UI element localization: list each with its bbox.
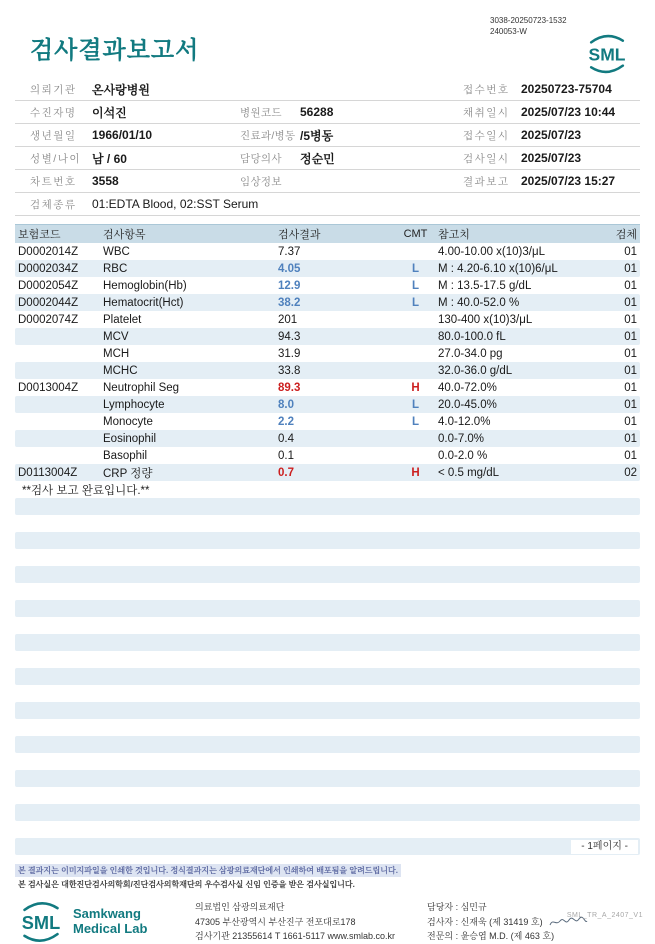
field-value: 2025/07/23 xyxy=(521,151,582,165)
cmt-flag: L xyxy=(411,279,420,292)
test-name: Hemoglobin(Hb) xyxy=(103,279,187,292)
org-contact: 검사기관 21355614 T 1661-5117 www.smlab.co.kr xyxy=(195,931,396,942)
svg-text:SML: SML xyxy=(588,44,626,65)
cmt-flag: L xyxy=(411,262,420,275)
result-row xyxy=(15,328,640,345)
insurance-code: D0002044Z xyxy=(18,296,79,309)
test-name: RBC xyxy=(103,262,128,275)
field-value: 1966/01/10 xyxy=(92,128,153,142)
empty-row xyxy=(15,583,640,600)
reference-range: M : 13.5-17.5 g/dL xyxy=(438,279,532,292)
cmt-flag: L xyxy=(411,398,420,411)
result-row xyxy=(15,243,640,260)
result-row xyxy=(15,345,640,362)
specimen-number: 01 xyxy=(624,381,637,394)
empty-row xyxy=(15,736,640,753)
page-title: 검사결과보고서 xyxy=(30,37,200,64)
empty-row xyxy=(15,668,640,685)
test-result-value: 0.7 xyxy=(278,466,294,479)
reference-range: 32.0-36.0 g/dL xyxy=(438,364,513,377)
reference-range: 80.0-100.0 fL xyxy=(438,330,506,343)
specimen-number: 01 xyxy=(624,296,637,309)
field-label: 검체종류 xyxy=(30,198,77,211)
test-name: WBC xyxy=(103,245,130,258)
empty-row xyxy=(15,651,640,668)
specimen-number: 01 xyxy=(624,330,637,343)
empty-row xyxy=(15,838,640,855)
specimen-number: 01 xyxy=(624,347,637,360)
field-value: 01:EDTA Blood, 02:SST Serum xyxy=(92,197,259,211)
patient-info-table xyxy=(15,78,640,216)
staff-physician: 전문의 : 윤승엽 M.D. (제 463 호) xyxy=(427,931,555,942)
specimen-number: 01 xyxy=(624,449,637,462)
field-label: 수진자명 xyxy=(30,106,77,119)
document-number-line2: 240053-W xyxy=(490,26,527,36)
reference-range: 4.0-12.0% xyxy=(438,415,491,428)
column-header-test-name: 검사항목 xyxy=(103,229,146,241)
test-result-value: 0.1 xyxy=(278,449,294,462)
cmt-flag: H xyxy=(411,381,420,394)
specimen-number: 01 xyxy=(624,262,637,275)
test-result-value: 33.8 xyxy=(278,364,301,377)
specimen-number: 01 xyxy=(624,364,637,377)
specimen-number: 01 xyxy=(624,398,637,411)
empty-row xyxy=(15,617,640,634)
test-result-value: 94.3 xyxy=(278,330,301,343)
empty-row xyxy=(15,549,640,566)
empty-row xyxy=(15,804,640,821)
result-row xyxy=(15,413,640,430)
field-value: 56288 xyxy=(300,105,334,119)
field-value: 2025/07/23 xyxy=(521,128,582,142)
cmt-flag: L xyxy=(411,415,420,428)
result-row xyxy=(15,447,640,464)
document-number xyxy=(490,16,567,38)
field-label: 진료과/병동 xyxy=(240,129,296,142)
column-header-code: 보험코드 xyxy=(18,229,61,241)
column-header-reference: 참고치 xyxy=(438,229,470,241)
field-label: 접수번호 xyxy=(463,83,510,96)
reference-range: 20.0-45.0% xyxy=(438,398,497,411)
cmt-flag: L xyxy=(411,296,420,309)
field-value: /5병동 xyxy=(300,128,334,143)
result-row xyxy=(15,430,640,447)
result-row xyxy=(15,362,640,379)
test-name: Eosinophil xyxy=(103,432,157,445)
result-row xyxy=(15,311,640,328)
reference-range: 4.00-10.00 x(10)3/μL xyxy=(438,245,545,258)
info-row-sex-age xyxy=(15,147,640,170)
field-label: 성별/나이 xyxy=(30,152,81,165)
field-label: 차트번호 xyxy=(30,175,77,188)
empty-row xyxy=(15,702,640,719)
empty-row xyxy=(15,532,640,549)
column-header-cmt: CMT xyxy=(403,228,428,240)
empty-row xyxy=(15,498,640,515)
result-row xyxy=(15,379,640,396)
reference-range: M : 4.20-6.10 x(10)6/μL xyxy=(438,262,558,275)
reference-range: 0.0-2.0 % xyxy=(438,449,488,462)
empty-row xyxy=(15,634,640,651)
org-address: 47305 부산광역시 부산진구 전포대로178 xyxy=(195,916,356,927)
test-name: Hematocrit(Hct) xyxy=(103,296,184,309)
field-label: 병원코드 xyxy=(240,106,282,119)
specimen-number: 01 xyxy=(624,245,637,258)
test-result-value: 31.9 xyxy=(278,347,301,360)
reference-range: 40.0-72.0% xyxy=(438,381,497,394)
brand-name-line2: Medical Lab xyxy=(73,921,148,936)
notice-accreditation: 본 검사실은 대한진단검사의학회/진단검사의학재단의 우수검사실 신임 인증을 받은 검사실입니다. xyxy=(18,880,355,889)
reference-range: 0.0-7.0% xyxy=(438,432,485,445)
test-result-value: 38.2 xyxy=(278,296,301,309)
insurance-code: D0002034Z xyxy=(18,262,79,275)
specimen-number: 02 xyxy=(624,466,637,479)
cmt-flag: H xyxy=(411,466,420,479)
insurance-code: D0113004Z xyxy=(18,466,78,479)
test-name: Monocyte xyxy=(103,415,153,428)
staff-manager: 담당자 : 심민규 xyxy=(427,902,487,913)
field-label: 결과보고 xyxy=(463,175,510,188)
brand-name-line1: Samkwang xyxy=(73,906,141,922)
results-table xyxy=(15,224,640,498)
info-row-institution xyxy=(15,78,640,101)
specimen-number: 01 xyxy=(624,313,637,326)
empty-row xyxy=(15,515,640,532)
column-header-result: 검사결과 xyxy=(278,229,321,241)
result-row xyxy=(15,277,640,294)
empty-row xyxy=(15,770,640,787)
empty-row xyxy=(15,821,640,838)
reference-range: 27.0-34.0 pg xyxy=(438,347,503,360)
insurance-code: D0002054Z xyxy=(18,279,79,292)
field-label: 임상정보 xyxy=(240,175,282,188)
footer-notices xyxy=(15,860,640,890)
completion-note: **검사 보고 완료입니다.** xyxy=(22,484,150,497)
result-row xyxy=(15,464,640,481)
footer-organization xyxy=(195,900,415,943)
field-value: 남 / 60 xyxy=(92,151,127,166)
report-header xyxy=(0,0,655,78)
empty-row xyxy=(15,685,640,702)
specimen-number: 01 xyxy=(624,279,637,292)
empty-row xyxy=(15,719,640,736)
field-label: 담당의사 xyxy=(240,152,282,165)
empty-row xyxy=(15,600,640,617)
sml-logo-icon xyxy=(582,33,632,75)
info-row-chart-number xyxy=(15,170,640,193)
field-value: 이석진 xyxy=(92,105,127,120)
field-value: 정순민 xyxy=(300,151,335,166)
page-number: - 1페이지 - xyxy=(571,840,638,854)
document-number-line1: 3038-20250723-1532 xyxy=(490,16,567,25)
field-value: 3558 xyxy=(92,174,119,188)
empty-row xyxy=(15,787,640,804)
test-name: CRP 정량 xyxy=(103,467,153,480)
notice-image-print: 본 결과지는 이미지파일을 인쇄한 것입니다. 정식결과지는 삼광의료재단에서 인쇄하여 배포됨을 알려드립니다. xyxy=(15,864,401,877)
result-row xyxy=(15,294,640,311)
test-result-value: 89.3 xyxy=(278,381,301,394)
field-label: 의뢰기관 xyxy=(30,83,77,96)
sml-logo-icon xyxy=(15,900,67,944)
reference-range: M : 40.0-52.0 % xyxy=(438,296,520,309)
field-value: 2025/07/23 10:44 xyxy=(521,105,616,119)
test-result-value: 201 xyxy=(278,313,298,326)
footer-brand-name xyxy=(73,907,147,937)
field-label: 생년월일 xyxy=(30,129,77,142)
insurance-code: D0002074Z xyxy=(18,313,79,326)
results-table-header xyxy=(15,224,640,243)
info-row-patient-name xyxy=(15,101,640,124)
test-result-value: 7.37 xyxy=(278,245,301,258)
reference-range: 130-400 x(10)3/μL xyxy=(438,313,533,326)
test-result-value: 0.4 xyxy=(278,432,294,445)
footer-brand xyxy=(15,900,167,944)
insurance-code: D0013004Z xyxy=(18,381,79,394)
form-version: SML_TR_A_2407_V1 xyxy=(566,912,643,919)
test-name: MCV xyxy=(103,330,129,343)
test-name: Neutrophil Seg xyxy=(103,381,180,394)
test-result-value: 2.2 xyxy=(278,415,294,428)
field-value: 2025/07/23 15:27 xyxy=(521,174,616,188)
empty-rows-area xyxy=(15,498,640,855)
test-name: MCHC xyxy=(103,364,138,377)
insurance-code: D0002014Z xyxy=(18,245,79,258)
test-result-value: 4.05 xyxy=(278,262,301,275)
test-name: Basophil xyxy=(103,449,148,462)
result-row xyxy=(15,260,640,277)
field-value: 20250723-75704 xyxy=(521,82,612,96)
footer-staff xyxy=(427,900,588,943)
staff-examiner-text: 검사자 : 신재욱 (제 31419 호) xyxy=(427,916,543,927)
field-label: 검사일시 xyxy=(463,152,510,165)
info-row-specimen-type xyxy=(15,193,640,216)
field-label: 채취일시 xyxy=(463,106,510,119)
staff-examiner xyxy=(427,915,588,929)
test-name: Lymphocyte xyxy=(103,398,165,411)
reference-range: < 0.5 mg/dL xyxy=(438,466,500,479)
info-row-birthdate xyxy=(15,124,640,147)
field-value: 온사랑병원 xyxy=(92,82,150,97)
results-table-body xyxy=(15,243,640,481)
result-row xyxy=(15,396,640,413)
empty-row xyxy=(15,566,640,583)
svg-text:SML: SML xyxy=(21,912,61,933)
empty-row xyxy=(15,753,640,770)
specimen-number: 01 xyxy=(624,432,637,445)
field-label: 접수일시 xyxy=(463,129,510,142)
column-header-specimen: 검체 xyxy=(615,229,637,241)
test-result-value: 8.0 xyxy=(278,398,294,411)
test-name: MCH xyxy=(103,347,130,360)
specimen-number: 01 xyxy=(624,415,637,428)
test-result-value: 12.9 xyxy=(278,279,301,292)
test-name: Platelet xyxy=(103,313,142,326)
org-name: 의료법인 삼광의료재단 xyxy=(195,902,285,913)
footer-info xyxy=(15,900,640,944)
